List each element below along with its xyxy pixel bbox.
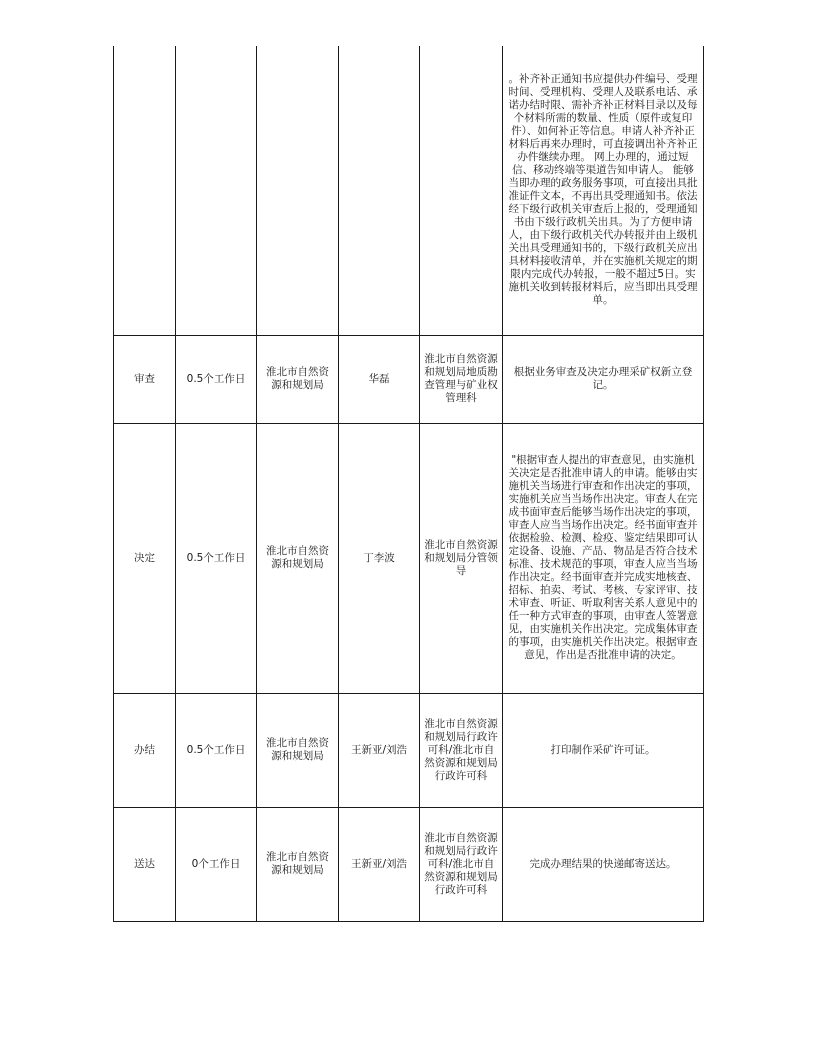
table-row [114,46,704,335]
dept-text: 淮北市自然资源和规划局地质勘查管理与矿业权管理科 [424,353,498,404]
desc-text: 。补齐补正通知书应提供办件编号、受理时间、受理机构、受理人及联系电话、承诺办结时限、需补齐补正材料目录以及每个材料所需的数量、性质（原件或复印件）、如何补正等信息。申请人补齐补正材料后再来办理时，可直接调出补齐补正办件继续办理。 网上办理的，通过短信、移动终端等渠道告知申请人。 能够当即办理的政务服务事项，可直接出具批准证件文本，不再出具受理通知书。依法经下级行政机关审查后上报的，受理通知书由下级行政机关出具。为了方便申请人，由下级行政机关代办转报并由上级机关出具受理通知书的，下级行政机关应出具材料接收清单，并在实施机关规定的期限内完成代办转报，一般不超过5日。实施机关收到转报材料后，应当即出具受理单。 [508,73,698,307]
org-cell [257,423,339,693]
step-cell: 决定 [114,423,176,693]
desc-cell [503,807,704,921]
dept-text: 淮北市自然资源和规划局分管领导 [424,538,498,577]
table-row [114,807,704,921]
time-cell [176,423,257,693]
desc-cell [503,46,704,335]
org-text: 淮北市自然资源和规划局 [266,851,329,876]
step-cell: 送达 [114,807,176,921]
person-cell [339,693,420,807]
person-cell [339,46,420,335]
desc-cell [503,693,704,807]
desc-text: 完成办理结果的快递邮寄送达。 [529,857,677,870]
desc-text: "根据审查人提出的审查意见，由实施机关决定是否批准申请人的申请。能够由实施机关当场进行审查和作出决定的事项，实施机关应当当场作出决定。审查人在完成书面审查后能够当场作出决定的事项，审查人应当当场作出决定。经书面审查并依据检验、检测、检疫、鉴定结果即可认定设备、设施、产品、物品是否符合技术标准、技术规范的事项，审查人应当当场作出决定。经书面审查并完成实地核查、招标、拍卖、考试、考核、专家评审、技术审查、听证、听取利害关系人意见中的任一种方式审查的事项，由审查人签署意见，由实施机关作出决定。完成集体审查的事项，由实施机关作出决定。根据审查意见，作出是否批准申请的决定。 [508,454,698,661]
org-cell [257,693,339,807]
org-text: 淮北市自然资源和规划局 [266,366,329,391]
step-cell: 办结 [114,693,176,807]
dept-cell [420,807,503,921]
person-cell: 华磊 [339,335,420,423]
dept-cell [420,335,503,423]
time-cell [176,807,257,921]
dept-cell [420,423,503,693]
org-cell [257,335,339,423]
time-cell [176,335,257,423]
table-row [114,423,704,693]
step-cell: 审查 [114,335,176,423]
person-cell: 丁李波 [339,423,420,693]
process-table [113,46,704,922]
org-text: 淮北市自然资源和规划局 [266,545,329,570]
desc-cell [503,423,704,693]
time-cell [176,693,257,807]
desc-text: 打印制作采矿许可证。 [550,743,656,756]
person-text: 王新亚/刘浩 [350,743,408,756]
person-text: 王新亚/刘浩 [350,857,408,870]
time-text: 0.5个工作日 [186,743,246,756]
time-text: 0个工作日 [191,857,241,870]
desc-text: 根据业务审查及决定办理采矿权新立登记。 [513,366,693,391]
org-cell [257,46,339,335]
time-text: 0.5个工作日 [186,372,246,385]
person-cell [339,807,420,921]
table-row [114,335,704,423]
dept-text: 淮北市自然资源和规划局行政许可科/淮北市自然资源和规划局行政许可科 [424,717,498,782]
org-text: 淮北市自然资源和规划局 [266,737,329,762]
dept-cell [420,693,503,807]
time-text: 0.5个工作日 [186,551,246,564]
step-cell [114,46,176,335]
table-row [114,693,704,807]
org-cell [257,807,339,921]
time-cell [176,46,257,335]
dept-cell [420,46,503,335]
desc-cell [503,335,704,423]
dept-text: 淮北市自然资源和规划局行政许可科/淮北市自然资源和规划局行政许可科 [424,831,498,896]
